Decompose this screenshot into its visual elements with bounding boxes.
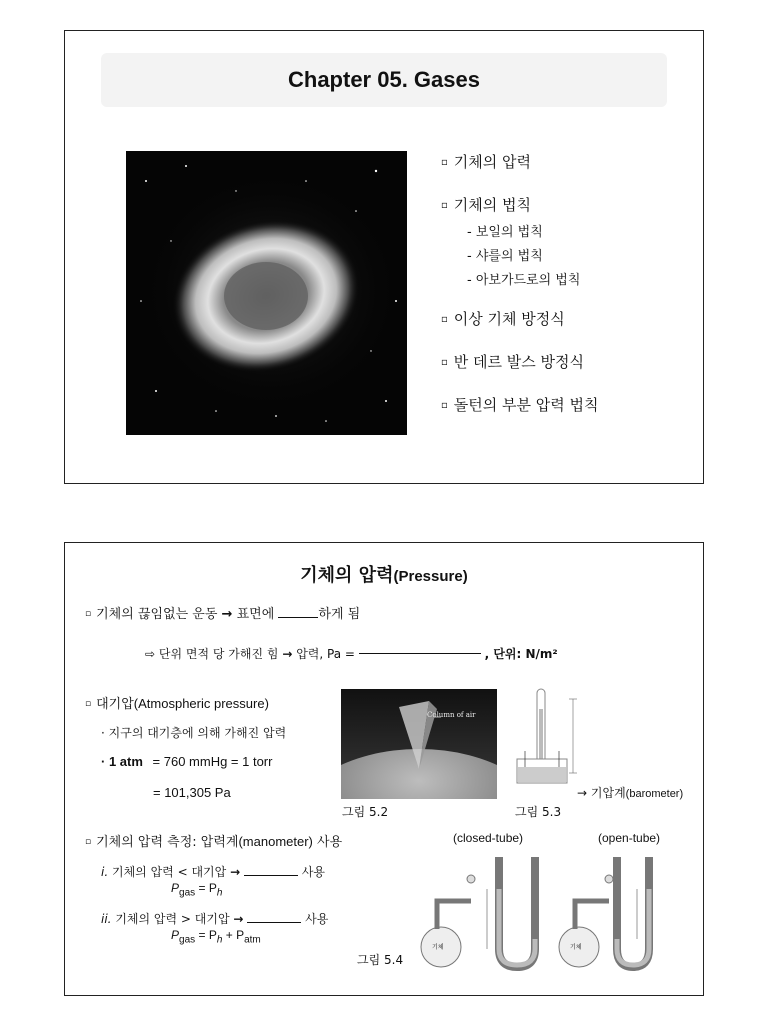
open-manometer-graphic: [553, 849, 673, 973]
text: h: [216, 934, 223, 946]
text: ii.: [101, 912, 112, 926]
title-korean: 기체의 압력: [300, 565, 394, 586]
bullet-marker: ▫: [441, 357, 448, 368]
fill-in-blank: [244, 875, 298, 876]
arrow-icon: →: [577, 786, 588, 800]
text: (manometer): [238, 834, 313, 849]
bullet-text: 기체의 법칙: [453, 196, 531, 214]
open-tube-label: (open-tube): [598, 831, 661, 845]
barometer-diagram: [511, 687, 591, 797]
text: 기압계: [590, 786, 626, 800]
text: (Atmospheric pressure): [133, 696, 269, 711]
text: 사용: [301, 865, 325, 879]
bullet-text: 기체의 압력: [453, 153, 531, 171]
bullet-marker: ▫: [85, 699, 92, 709]
bullet-marker: ▫: [441, 200, 448, 211]
case-ii-equation: [171, 928, 261, 945]
unit-text: , 단위: N/m²: [484, 647, 558, 661]
figure-caption-5-3: 그림 5.3: [515, 805, 562, 819]
title-english: (Pressure): [393, 568, 468, 585]
text: h: [216, 887, 223, 899]
text: P: [171, 928, 180, 942]
bullet-marker: ▫: [441, 400, 448, 411]
barometer-label: [577, 784, 683, 801]
line-pressure-definition: [145, 645, 558, 662]
bullet-ideal-gas: [441, 308, 565, 329]
text: atm: [244, 934, 261, 946]
earth-column-image: [341, 689, 497, 799]
vessel-label: 기체: [570, 944, 582, 951]
text: 하게 됨: [318, 607, 361, 622]
bullet-marker: ▫: [85, 837, 92, 847]
barometer-graphic: [511, 687, 591, 797]
nebula-graphic: [126, 151, 407, 435]
double-arrow-icon: ⇨: [145, 647, 156, 661]
arrow-icon: →: [282, 647, 293, 661]
atm-equation-pa: = 101,305 Pa: [153, 785, 231, 800]
text: 압력, Pa =: [296, 647, 355, 661]
bullet-gas-pressure: [441, 151, 531, 172]
sub-bullet-avogadro: - 아보가드로의 법칙: [467, 273, 581, 288]
arrow-icon: →: [230, 865, 241, 879]
atm-description: · 지구의 대기층에 의해 가해진 압력: [101, 726, 287, 740]
bullet-gas-laws: [441, 194, 531, 215]
slide-gas-pressure: [64, 542, 704, 996]
text: 대기압: [96, 697, 134, 712]
slide-chapter-title: [64, 30, 704, 484]
earth-graphic: [341, 689, 497, 799]
line-manometer: [85, 831, 342, 850]
bullet-text: 반 데르 발스 방정식: [453, 353, 585, 371]
atm-equation: [101, 754, 272, 769]
slide-title: [65, 561, 703, 587]
text: gas: [179, 887, 196, 899]
text: 단위 면적 당 가해진 힘: [158, 647, 279, 661]
vessel-label: 기체: [432, 944, 444, 951]
sub-bullet-boyle: - 보일의 법칙: [467, 225, 543, 240]
bullet-marker: ▫: [85, 609, 92, 619]
arrow-icon: →: [221, 607, 233, 622]
closed-tube-label: (closed-tube): [453, 831, 524, 845]
fill-in-blank: [247, 922, 301, 923]
column-of-air-label: Column of air: [427, 711, 476, 719]
text: + P: [222, 928, 245, 942]
text: 기체의 압력 > 대기압: [115, 912, 230, 926]
text: 사용: [317, 835, 343, 850]
text: = P: [195, 881, 217, 895]
title-bar: [101, 53, 667, 107]
text: 기체의 압력 < 대기압: [111, 865, 227, 879]
helix-nebula-image: [126, 151, 407, 435]
figure-caption-5-2: 그림 5.2: [342, 805, 389, 819]
text: = 760 mmHg = 1 torr: [152, 754, 273, 769]
text: gas: [179, 934, 196, 946]
text: · 1 atm: [101, 754, 143, 769]
slide-title: Chapter 05. Gases: [288, 67, 480, 92]
open-tube-manometer-diagram: [553, 849, 673, 973]
bullet-text: 돌턴의 부분 압력 법칙: [453, 396, 599, 414]
text: 기체의 끊임없는 운동: [96, 607, 218, 622]
bullet-van-der-waals: [441, 351, 584, 372]
fill-in-blank: [278, 617, 318, 618]
text: (barometer): [625, 788, 684, 800]
bullet-marker: ▫: [441, 157, 448, 168]
closed-tube-manometer-diagram: [415, 849, 555, 973]
case-i-equation: [171, 881, 222, 898]
text: i.: [101, 865, 109, 879]
case-i-line: [101, 863, 325, 880]
sub-bullet-charles: - 샤를의 법칙: [467, 249, 543, 264]
bullet-text: 이상 기체 방정식: [453, 310, 565, 328]
text: 표면에: [236, 607, 275, 622]
case-ii-line: [101, 910, 328, 927]
figure-caption-5-4: 그림 5.4: [357, 953, 404, 967]
text: 기체의 압력 측정: 압력계: [96, 835, 239, 850]
text: = P: [195, 928, 217, 942]
bullet-dalton: [441, 394, 599, 415]
arrow-icon: →: [233, 912, 244, 926]
text: 사용: [305, 912, 329, 926]
bullet-marker: ▫: [441, 314, 448, 325]
closed-manometer-graphic: [415, 849, 555, 973]
text: P: [171, 881, 180, 895]
line-atmospheric-pressure: [85, 693, 269, 712]
fraction-line: [359, 653, 481, 654]
line-continuous-motion: [85, 603, 360, 622]
